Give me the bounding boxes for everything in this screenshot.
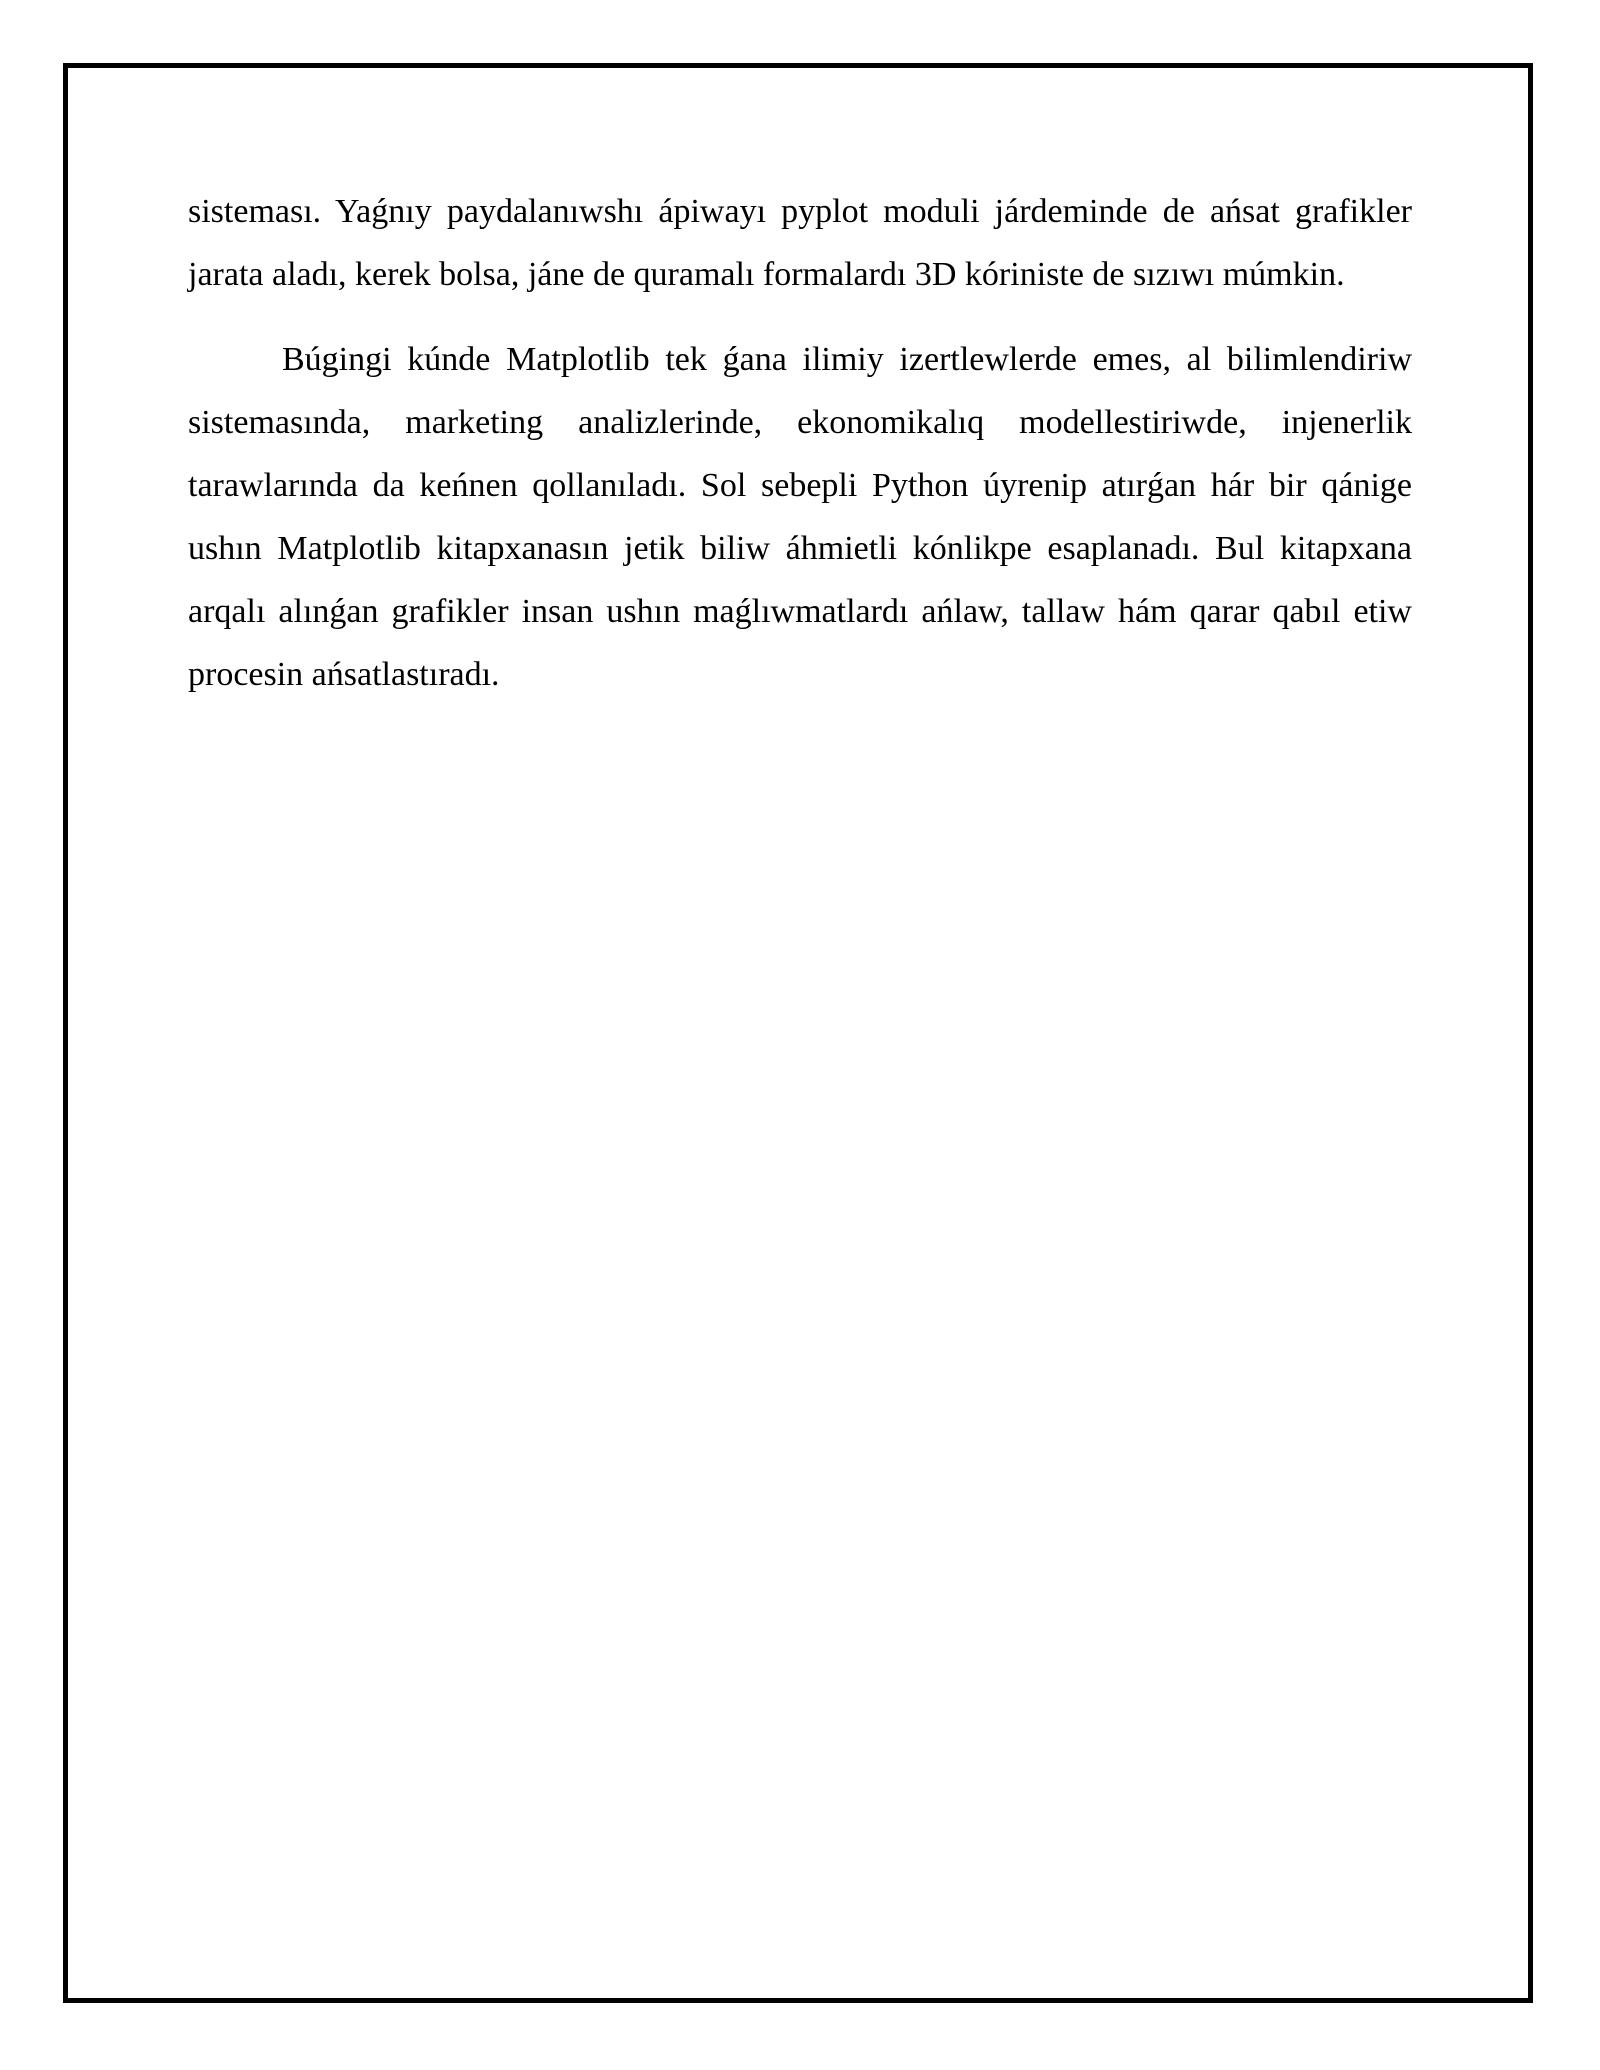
document-body xyxy=(188,180,1412,706)
paragraph-matplotlib-usage: Búgingi kúnde Matplotlib tek ǵana ilimiy izertlewlerde emes, al bilimlendiriw sistemasında, marketing analizlerinde, ekonomikalıq modellestiriwde, injenerlik tarawlarında da keńnen qollanıladı. Sol sebepli Python úyrenip atırǵan hár bir qánige ushın Matplotlib kitapxanasın jetik biliw áhmietli kónlikpe esaplanadı. Bul kitapxana arqalı alınǵan grafikler insan ushın maǵlıwmatlardı ańlaw, tallaw hám qarar qabıl etiw procesin ańsatlastıradı. xyxy=(188,341,1412,693)
paragraph-continuation: sisteması. Yaǵnıy paydalanıwshı ápiwayı pyplot moduli járdeminde de ańsat grafikler jarata aladı, kerek bolsa, jáne de quramalı formalardı 3D kóriniste de sızıwı múmkin. xyxy=(188,193,1412,293)
